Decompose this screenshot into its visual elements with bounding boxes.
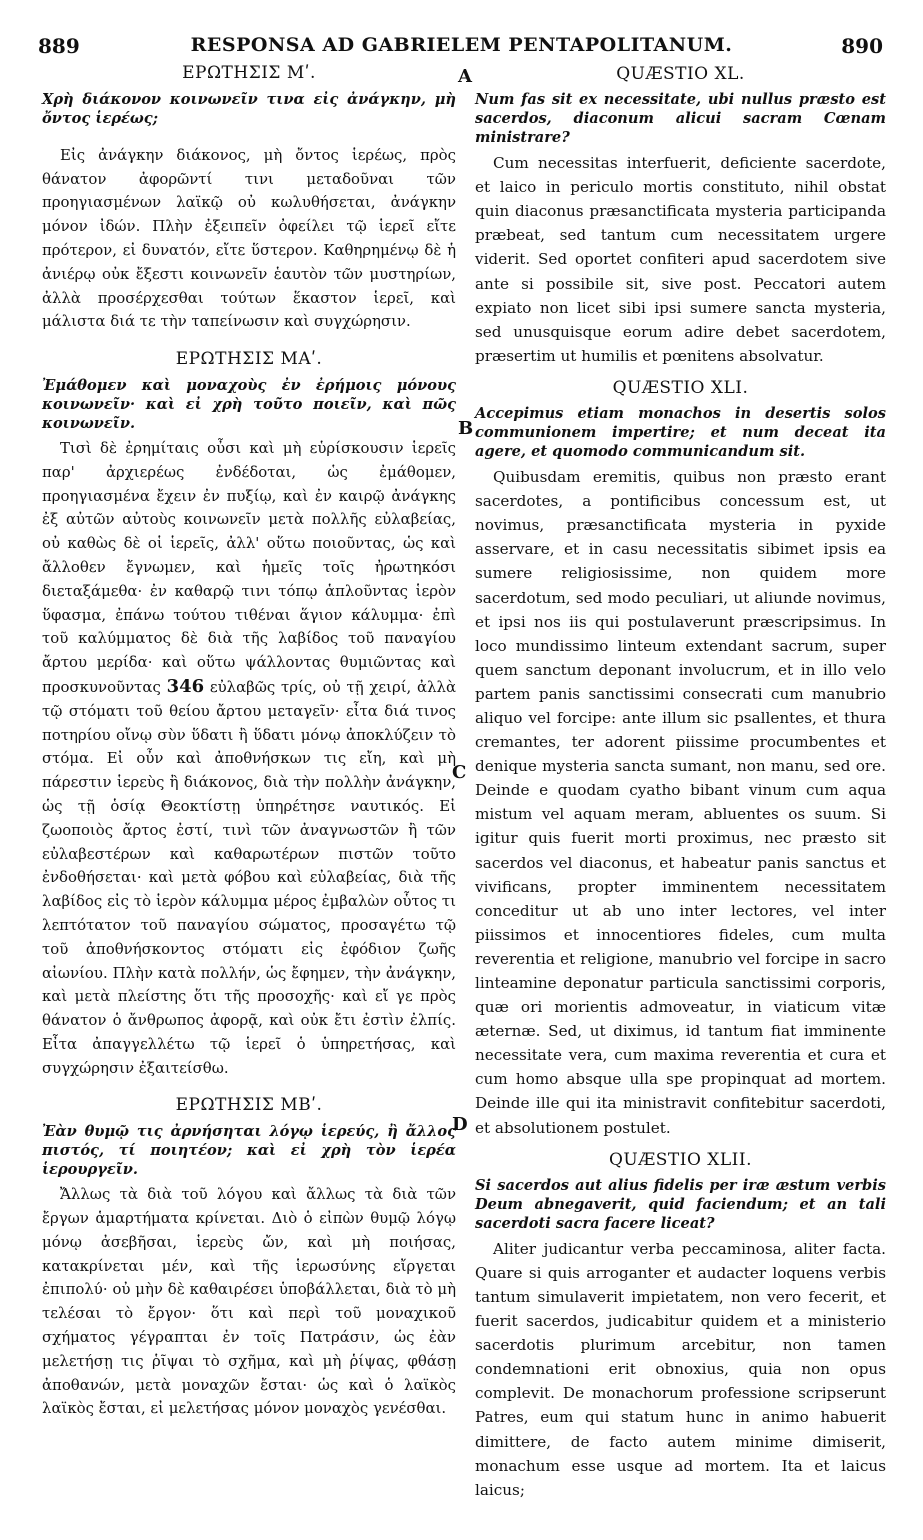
greek-question-42-text: Ἐὰν θυμῷ τις ἀρνήσηται λόγῳ ἱερεύς, ἢ ἄλλος πιστός, τί ποιητέον; καὶ εἰ χρὴ τὸν ἱερέα ἱερουργεῖν. xyxy=(42,1123,456,1179)
margin-marker-d: D xyxy=(452,1114,468,1135)
latin-question-41-heading: QUÆSTIO XLI. xyxy=(612,377,749,398)
latin-question-40-text: Num fas sit ex necessitate, ubi nullus præsto est sacerdos, diaconum alicui sacram Cœnam ministrare? xyxy=(475,91,886,147)
greek-question-40-text: Χρὴ διάκονον κοινωνεῖν τινα εἰς ἀνάγκην, μὴ ὄντος ἱερέως; xyxy=(42,90,456,127)
folio-number: 346 xyxy=(166,675,205,697)
latin-answer-42: Aliter judicantur verba peccaminosa, aliter facta. Quare si quis arroganter et audacter loquens verbis tantum simulaverit impietatem, non vero fecerit, et fuerit sacerdos, judicabitur quidem et a ministerio sacerdotis plurimum arcebitur, non tamen condemnationi erit obnoxius, quia non opus complevit. De monachorum professione scripserunt Patres, eum qui statum hunc in animo habuerit dimittere, de facto autem minime dimiserit, monachum esse usque ad mortem. Ita et laicus laicus; xyxy=(475,1239,886,1499)
greek-answer-41-part-a: Τισὶ δὲ ἐρημίταις οὖσι καὶ μὴ εὑρίσκουσιν ἱερεῖς παρ' ἀρχιερέως ἐνδέδοται, ὡς ἐμάθομεν, προηγιασμένα ἔχειν ἐν πυξίῳ, καὶ ἐν καιρῷ ἀνάγκης ἐξ αὐτῶν αὐτοὺς κοινωνεῖν μετὰ πολλῆς εὐλαβείας, οὐ καθὼς δὲ οἱ ἱερεῖς, ἀλλ' οὕτω ποιοῦντας, ὡς καὶ ἄλλοθεν ἔγνωμεν, καὶ ἡμεῖς τοῖς ἠρωτηκόσι διεταξάμεθα· ἐν καθαρῷ τινι τόπῳ ἁπλοῦντας ἱερὸν ὕφασμα, ἐπάνω τούτου τιθέναι ἅγιον κάλυμμα· ἐπὶ τοῦ καλύμματος δὲ διὰ τῆς λαβίδος τοῦ παναγίου ἄρτου μερίδα· καὶ οὕτω ψάλλοντας θυμιῶντας καὶ προσκυνοῦντας xyxy=(42,438,456,696)
page-number-left: 889 xyxy=(38,34,80,58)
greek-column xyxy=(42,62,456,1421)
margin-marker-a: A xyxy=(458,66,472,87)
greek-question-41-text: Ἐμάθομεν καὶ μοναχοὺς ἐν ἐρήμοις μόνους κοινωνεῖν· καὶ εἰ χρὴ τοῦτο ποιεῖν, καὶ πῶς κοινωνεῖν. xyxy=(42,376,456,432)
latin-question-41-text: Accepimus etiam monachos in desertis solos communionem impertire; et num deceat ita agere, et quomodo communicandum sit. xyxy=(475,405,886,461)
margin-marker-b: B xyxy=(458,418,474,439)
latin-question-42-text: Si sacerdos aut alius fidelis per iræ æstum verbis Deum abnegaverit, quid faciendum; et an tali sacerdoti sacra facere liceat? xyxy=(475,1176,886,1232)
greek-answer-41-part-b: εὐλαβῶς τρίς, οὐ τῇ χειρί, ἀλλὰ τῷ στόματι τοῦ θείου ἄρτου μεταγεῖν· εἶτα διά τινος ποτηρίου οἴνῳ σὺν ὕδατι ἢ ὕδατι μόνῳ ἀποκλύζειν τὸ στόμα. Εἰ οὖν καὶ ἀποθνήσκων τις εἴη, καὶ μὴ πάρεστιν ἱερεὺς ἢ διάκονος, διὰ τὴν πολλὴν ἀνάγκην, ὡς τῇ ὁσίᾳ Θεοκτίστῃ ὑπηρέτησε ναυτικός. Εἰ ζωοποιὸς ἄρτος ἐστί, τινὶ τῶν ἀναγνωστῶν ἢ τῶν εὐλαβεστέρων καὶ καθαρωτέρων πιστῶν τοῦτο ἐνδοθήσεται· καὶ μετὰ φόβου καὶ εὐλαβείας, διὰ τῆς λαβίδος εἰς τὸ ἱερὸν κάλυμμα μέρος ἐμβαλὼν οὗτος τι λεπτότατον τοῦ παναγίου σώματος, προσαγέτω τῷ τοῦ ἀποθνήσκοντος στόματι εἰς ἐφόδιον ζωῆς αἰωνίου. Πλὴν κατὰ πολλήν, ὡς ἔφημεν, τὴν ἀνάγκην, καὶ μετὰ πλείστης ὅτι τῆς προσοχῆς· καὶ εἴ γε πρὸς θάνατον ὁ ἄνθρωπος ἀφορᾷ, καὶ οὐκ ἔτι ἐστὶν ἐλπίς. Εἶτα ἀπαγγελλέτω τῷ ἱερεῖ ὁ ὑπηρετήσας, καὶ συγχώρησιν ἐξαιτείσθω. xyxy=(42,677,457,1077)
greek-answer-40: Εἰς ἀνάγκην διάκονος, μὴ ὄντος ἱερέως, πρὸς θάνατον ἀφορῶντί τινι μεταδοῦναι τῶν προηγιασμένων λαϊκῷ οὐ κωλυθήσεται, ἀνάγκην μόνον ἰδών. Πλὴν ἐξειπεῖν ὀφείλει τῷ ἱερεῖ εἴτε πρότερον, εἰ δυνατόν, εἴτε ὕστερον. Καθηρημένῳ δὲ ἡ ἀνιέρῳ οὐκ ἔξεστι κοινωνεῖν ἑαυτὸν τῶν μυστηρίων, ἀλλὰ προσέρχεσθαι τούτων ἕκαστον ἱερεῖ, καὶ μάλιστα διά τε τὴν ταπείνωσιν καὶ συγχώρησιν. xyxy=(42,145,456,331)
greek-question-41-heading: ΕΡΩΤΗΣΙΣ ΜΑʹ. xyxy=(175,349,323,370)
latin-question-40-heading: QUÆSTIO XL. xyxy=(616,64,745,84)
latin-answer-41: Quibusdam eremitis, quibus non præsto erant sacerdotes, a pontificibus concessum est, ut novimus, præsanctificata mysteria in pyxide asservare, et in casu necessitatis sibimet ipsis ea sumere religiosissime, non quidem more sacerdotum, sed modo peculiari, ut aliunde novimus, et ipsi nos iis qui postulaverunt præscripsimus. In loco mundissimo linteum extendant sacrum, super quem sanctum deponant involucrum, et in illo velo partem panis sanctissimi consecrati cum manubrio aliquo vel forcipe: ante illum sic psallentes, et thura cremantes, ter adorent piissime procumbentes et denique mysteria sancta sumant, non manu, sed ore. Deinde e quodam cyatho bibant vinum cum aqua mistum vel aquam meram, abluentes os suum. Si igitur quis fuerit morti proximus, nec præsto sit sacerdos vel diaconus, et habeatur panis sanctus et vivificans, propter imminentem necessitatem conceditur ut ab uno inter lectores, vel inter piissimos et innocentiores fideles, cum multa reverentia et religione, manubrio vel forcipe in sacro linteamine deponatur particula sanctissimi corporis, quæ ori morientis admoveatur, in viaticum vitæ æternæ. Sed, ut diximus, id tantum fiat imminente necessitate vera, cum maxima reverentia et cura et cum homo absque ulla spe propinquat ad mortem. Deinde ille qui ita ministravit confitebitur sacerdoti, et absolutionem postulet. xyxy=(475,468,886,1137)
greek-answer-41 xyxy=(42,437,456,1081)
greek-question-40-heading: ΕΡΩΤΗΣΙΣ Μʹ. xyxy=(182,63,316,83)
greek-answer-42: Ἄλλως τὰ διὰ τοῦ λόγου καὶ ἄλλως τὰ διὰ τῶν ἔργων ἁμαρτήματα κρίνεται. Διὸ ὁ εἰπὼν θυμῷ λόγῳ μόνῳ ἀσεβῆσαι, ἱερεὺς ὤν, καὶ μὴ ποιήσας, κατακρίνεται μέν, καὶ τῆς ἱερωσύνης εἴργεται ἐπιπολύ· οὐ μὴν δὲ καθαιρέσει ὑποβάλλεται, διὰ τὸ μὴ τελέσαι τὸ ἔργον· ὅτι καὶ περὶ τοῦ μοναχικοῦ σχήματος γέγραπται ἐν τοῖς Πατράσιν, ὡς ἐὰν μελετήσῃ τις ῥῖψαι τὸ σχῆμα, καὶ μὴ ῥίψας, φθάσῃ ἀποθανών, μετὰ μοναχῶν ἔσται· ὡς καὶ ὁ λαϊκὸς λαϊκὸς ἔσται, εἰ μελετήσας μόνον μοναχὸς γενέσθαι. xyxy=(42,1185,456,1418)
margin-marker-c: C xyxy=(452,762,467,783)
latin-answer-40: Cum necessitas interfuerit, deficiente sacerdote, et laico in periculo mortis constituto, nihil obstat quin diaconus præsanctificata mysteria participanda præbeat, sed tantum cum necessitatem urgere viderit. Sed oportet confiteri apud sacerdotem sive ante si possibile sit, sive post. Peccatori autem expiato non licet sibi ipsi sumere sancta mysteria, sed unusquisque eorum adire debet sacerdotem, præsertim ut humilis et pœnitens absolvatur. xyxy=(475,154,886,365)
running-title: RESPONSA AD GABRIELEM PENTAPOLITANUM. xyxy=(190,34,733,56)
latin-column xyxy=(475,62,886,1502)
greek-question-42-heading: ΕΡΩΤΗΣΙΣ ΜΒʹ. xyxy=(175,1095,323,1116)
page-number-right: 890 xyxy=(841,34,883,58)
latin-question-42-heading: QUÆSTIO XLII. xyxy=(608,1149,753,1170)
